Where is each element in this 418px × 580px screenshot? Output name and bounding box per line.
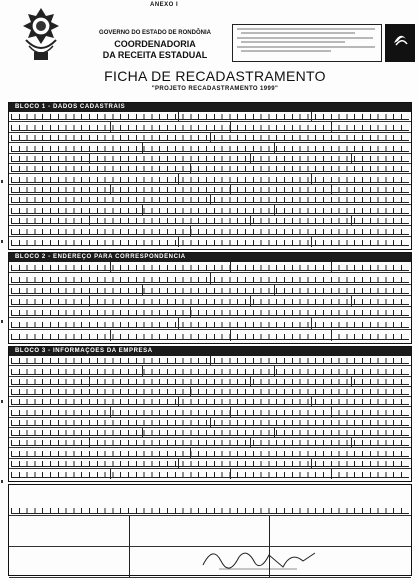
field-divider: [190, 387, 191, 396]
form-row[interactable]: [9, 143, 411, 153]
field-divider: [331, 469, 332, 479]
form-row[interactable]: [9, 185, 411, 195]
block-mailing-address: [8, 252, 412, 344]
field-divider: [129, 547, 130, 577]
form-row[interactable]: [9, 195, 411, 205]
field-divider: [110, 262, 111, 272]
form-row[interactable]: [9, 459, 411, 469]
footer-section: [8, 484, 412, 576]
annex-label: ANEXO I: [150, 2, 179, 8]
field-divider: [250, 154, 251, 163]
field-divider: [190, 226, 191, 235]
field-divider: [210, 133, 211, 142]
field-divider: [110, 185, 111, 194]
field-divider: [311, 237, 312, 247]
field-divider: [190, 164, 191, 173]
form-row[interactable]: [9, 285, 411, 296]
form-row[interactable]: [9, 237, 411, 247]
field-divider: [110, 122, 111, 131]
character-cells-field[interactable]: [11, 156, 409, 162]
field-divider: [274, 205, 275, 214]
field-divider: [142, 285, 143, 295]
block-rows: [9, 262, 411, 341]
character-cells-field[interactable]: [11, 461, 409, 467]
character-cells-field[interactable]: [11, 166, 409, 172]
agency-logo-icon: [390, 29, 410, 49]
field-divider: [331, 122, 332, 131]
form-row[interactable]: [9, 133, 411, 143]
form-row[interactable]: [9, 407, 411, 417]
field-divider: [311, 397, 312, 406]
character-cells-field[interactable]: [11, 229, 409, 235]
character-cells-field[interactable]: [11, 334, 409, 340]
field-divider: [190, 307, 191, 317]
handwritten-signature: [199, 543, 319, 573]
character-cells-field[interactable]: [11, 187, 409, 193]
form-row[interactable]: [9, 174, 411, 184]
field-divider: [331, 330, 332, 341]
field-divider: [250, 438, 251, 447]
form-row[interactable]: [9, 469, 411, 479]
character-cells-field[interactable]: [11, 369, 409, 375]
character-cells-field[interactable]: [11, 430, 409, 436]
character-cells-field[interactable]: [11, 288, 409, 294]
field-divider: [230, 469, 231, 479]
character-cells-field[interactable]: [11, 240, 409, 246]
character-cells-field[interactable]: [11, 218, 409, 224]
block-registration-data: [8, 102, 412, 250]
form-row[interactable]: [9, 226, 411, 236]
field-divider: [178, 112, 179, 121]
character-cells-field[interactable]: [11, 399, 409, 405]
field-divider: [250, 296, 251, 306]
character-cells-field[interactable]: [11, 177, 409, 183]
form-row[interactable]: [9, 387, 411, 397]
character-cells-field[interactable]: [11, 451, 409, 457]
form-row[interactable]: [9, 307, 411, 318]
field-divider: [230, 262, 231, 272]
field-divider: [142, 428, 143, 437]
form-row[interactable]: [9, 318, 411, 329]
field-divider: [230, 407, 231, 416]
field-divider: [311, 112, 312, 121]
field-divider: [274, 366, 275, 375]
field-divider: [351, 296, 352, 306]
field-divider: [178, 237, 179, 247]
field-divider: [269, 516, 270, 546]
field-divider: [142, 366, 143, 375]
form-row[interactable]: [9, 330, 411, 341]
form-row[interactable]: [9, 205, 411, 215]
field-divider: [331, 407, 332, 416]
character-cells-field[interactable]: [11, 265, 409, 271]
character-cells-field[interactable]: [11, 299, 409, 305]
field-divider: [274, 285, 275, 295]
field-divider: [230, 330, 231, 341]
field-divider: [250, 377, 251, 386]
department-subname: DA RECEITA ESTADUAL: [102, 50, 208, 60]
character-cells-field[interactable]: [11, 410, 409, 416]
character-cells-field[interactable]: [11, 379, 409, 385]
government-name: GOVERNO DO ESTADO DE RONDÔNIA: [99, 30, 211, 36]
field-divider: [230, 122, 231, 131]
block-company-information: [8, 346, 412, 482]
form-row[interactable]: [9, 428, 411, 438]
form-row[interactable]: [9, 397, 411, 407]
form-row[interactable]: [9, 356, 411, 366]
form-row[interactable]: [9, 418, 411, 428]
field-divider: [89, 296, 90, 306]
field-divider: [178, 174, 179, 183]
form-subtitle: "PROJETO RECADASTRAMENTO 1999": [151, 86, 279, 92]
block-title: BLOCO 3 - INFORMAÇÕES DA EMPRESA: [9, 347, 411, 356]
field-divider: [274, 428, 275, 437]
block-title: BLOCO 1 - DADOS CADASTRAIS: [9, 103, 411, 112]
field-divider: [351, 438, 352, 447]
field-divider: [331, 262, 332, 272]
state-seal-icon: [20, 6, 62, 64]
character-cells-field[interactable]: [11, 208, 409, 214]
form-row[interactable]: [9, 377, 411, 387]
field-divider: [89, 438, 90, 447]
field-divider: [110, 407, 111, 416]
form-row[interactable]: [9, 164, 411, 174]
field-divider: [210, 418, 211, 427]
field-divider: [89, 154, 90, 163]
form-row[interactable]: [9, 448, 411, 458]
field-divider: [129, 516, 130, 546]
form-row[interactable]: [9, 438, 411, 448]
form-row[interactable]: [9, 112, 411, 122]
field-divider: [210, 195, 211, 204]
field-divider: [142, 143, 143, 152]
field-divider: [110, 469, 111, 479]
character-cells-field[interactable]: [11, 322, 409, 328]
block-rows: [9, 112, 411, 247]
field-divider: [311, 318, 312, 328]
field-divider: [190, 448, 191, 457]
field-divider: [230, 185, 231, 194]
field-divider: [89, 216, 90, 225]
notice-text-lines: [235, 26, 379, 60]
character-cells-field[interactable]: [11, 440, 409, 446]
field-divider: [210, 356, 211, 365]
notice-box: [232, 24, 382, 62]
field-divider: [142, 205, 143, 214]
form-row[interactable]: [9, 296, 411, 307]
footer-field[interactable]: [11, 508, 409, 514]
block-rows: [9, 356, 411, 479]
agency-logo: [385, 24, 415, 62]
field-divider: [110, 330, 111, 341]
character-cells-field[interactable]: [11, 472, 409, 478]
field-divider: [331, 185, 332, 194]
character-cells-field[interactable]: [11, 125, 409, 131]
field-divider: [351, 154, 352, 163]
form-row[interactable]: [9, 273, 411, 284]
form-row[interactable]: [9, 154, 411, 164]
field-divider: [250, 216, 251, 225]
field-divider: [351, 377, 352, 386]
field-divider: [311, 459, 312, 468]
field-divider: [210, 273, 211, 283]
field-divider: [178, 318, 179, 328]
margin-marks: [0, 180, 6, 560]
character-cells-field[interactable]: [11, 389, 409, 395]
field-divider: [178, 397, 179, 406]
block-title: BLOCO 2 - ENDEREÇO PARA CORRESPONDÊNCIA: [9, 253, 411, 262]
form-row[interactable]: [9, 262, 411, 273]
form-row[interactable]: [9, 216, 411, 226]
form-title: FICHA DE RECADASTRAMENTO: [104, 68, 326, 84]
field-divider: [178, 459, 179, 468]
character-cells-field[interactable]: [11, 310, 409, 316]
field-divider: [89, 377, 90, 386]
form-row[interactable]: [9, 366, 411, 376]
character-cells-field[interactable]: [11, 114, 409, 120]
department-name: COORDENADORIA: [114, 39, 196, 49]
field-divider: [274, 143, 275, 152]
field-divider: [311, 174, 312, 183]
form-row[interactable]: [9, 122, 411, 132]
field-divider: [351, 216, 352, 225]
character-cells-field[interactable]: [11, 146, 409, 152]
footer-row[interactable]: [9, 485, 411, 516]
